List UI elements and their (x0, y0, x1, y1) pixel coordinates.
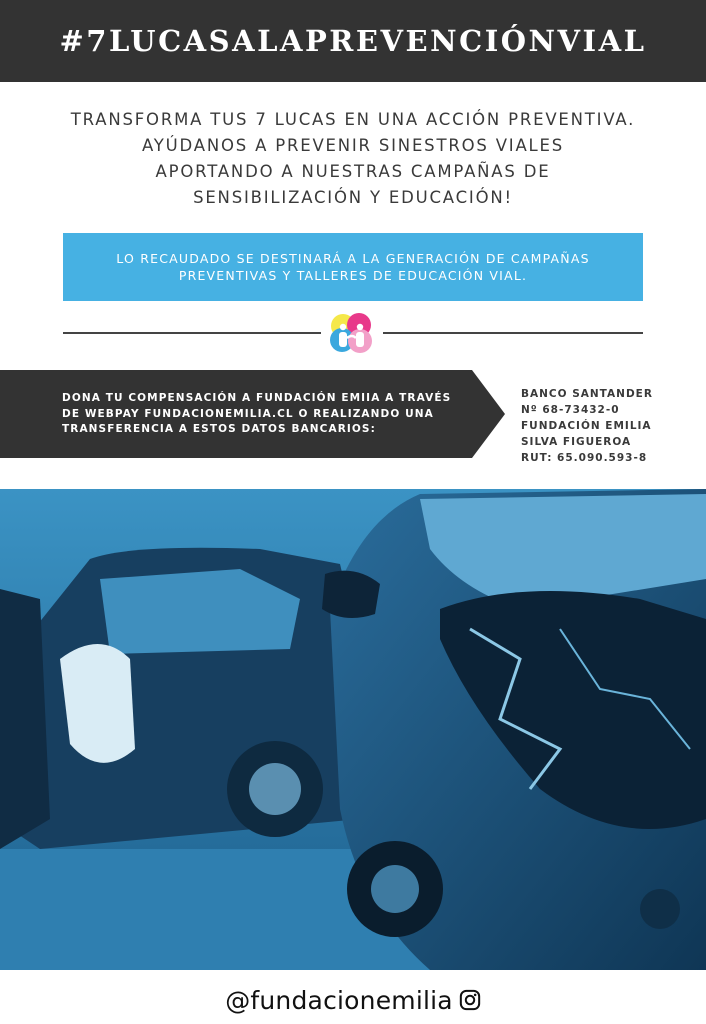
bank-line: BANCO SANTANDER (521, 388, 653, 400)
intro-line: TRANSFORMA TUS 7 LUCAS EN UNA ACCIÓN PREVENTIVA. (70, 110, 636, 129)
instagram-icon[interactable] (459, 989, 481, 1011)
banner-line: LO RECAUDADO SE DESTINARÁ A LA GENERACIÓN DE CAMPAÑAS (116, 251, 590, 266)
campaign-hashtag: #7LUCASALAPREVENCIÓNVIAL (59, 24, 647, 58)
bank-line: Nº 68-73432-0 (521, 404, 620, 416)
instagram-handle[interactable]: @fundacionemilia (225, 985, 453, 1015)
header-bar (0, 0, 706, 82)
crash-photo (0, 489, 706, 970)
intro-line: SENSIBILIZACIÓN Y EDUCACIÓN! (193, 188, 513, 207)
donation-line: DONA TU COMPENSACIÓN A FUNDACIÓN EMIIA A TRAVÉS (62, 392, 452, 404)
donation-line: DE WEBPAY FUNDACIONEMILIA.CL O REALIZANDO UNA (62, 407, 434, 420)
intro-text (40, 107, 666, 211)
funds-banner (63, 233, 643, 301)
bank-line: FUNDACIÓN EMILIA (521, 420, 652, 432)
divider-left (63, 332, 321, 334)
bank-details (521, 386, 653, 466)
donation-line: TRANSFERENCIA A ESTOS DATOS BANCARIOS: (62, 423, 376, 435)
donation-instructions (62, 391, 462, 438)
banner-line: PREVENTIVAS Y TALLERES DE EDUCACIÓN VIAL. (178, 268, 528, 283)
intro-line: AYÚDANOS A PREVENIR SINESTROS VIALES (141, 136, 565, 155)
intro-line: APORTANDO A NUESTRAS CAMPAÑAS DE (155, 162, 551, 181)
footer (0, 978, 706, 1022)
divider-right (383, 332, 643, 334)
bank-line: SILVA FIGUEROA (521, 436, 632, 448)
fundacion-emilia-logo (326, 310, 378, 358)
bank-line: RUT: 65.090.593-8 (521, 452, 648, 464)
